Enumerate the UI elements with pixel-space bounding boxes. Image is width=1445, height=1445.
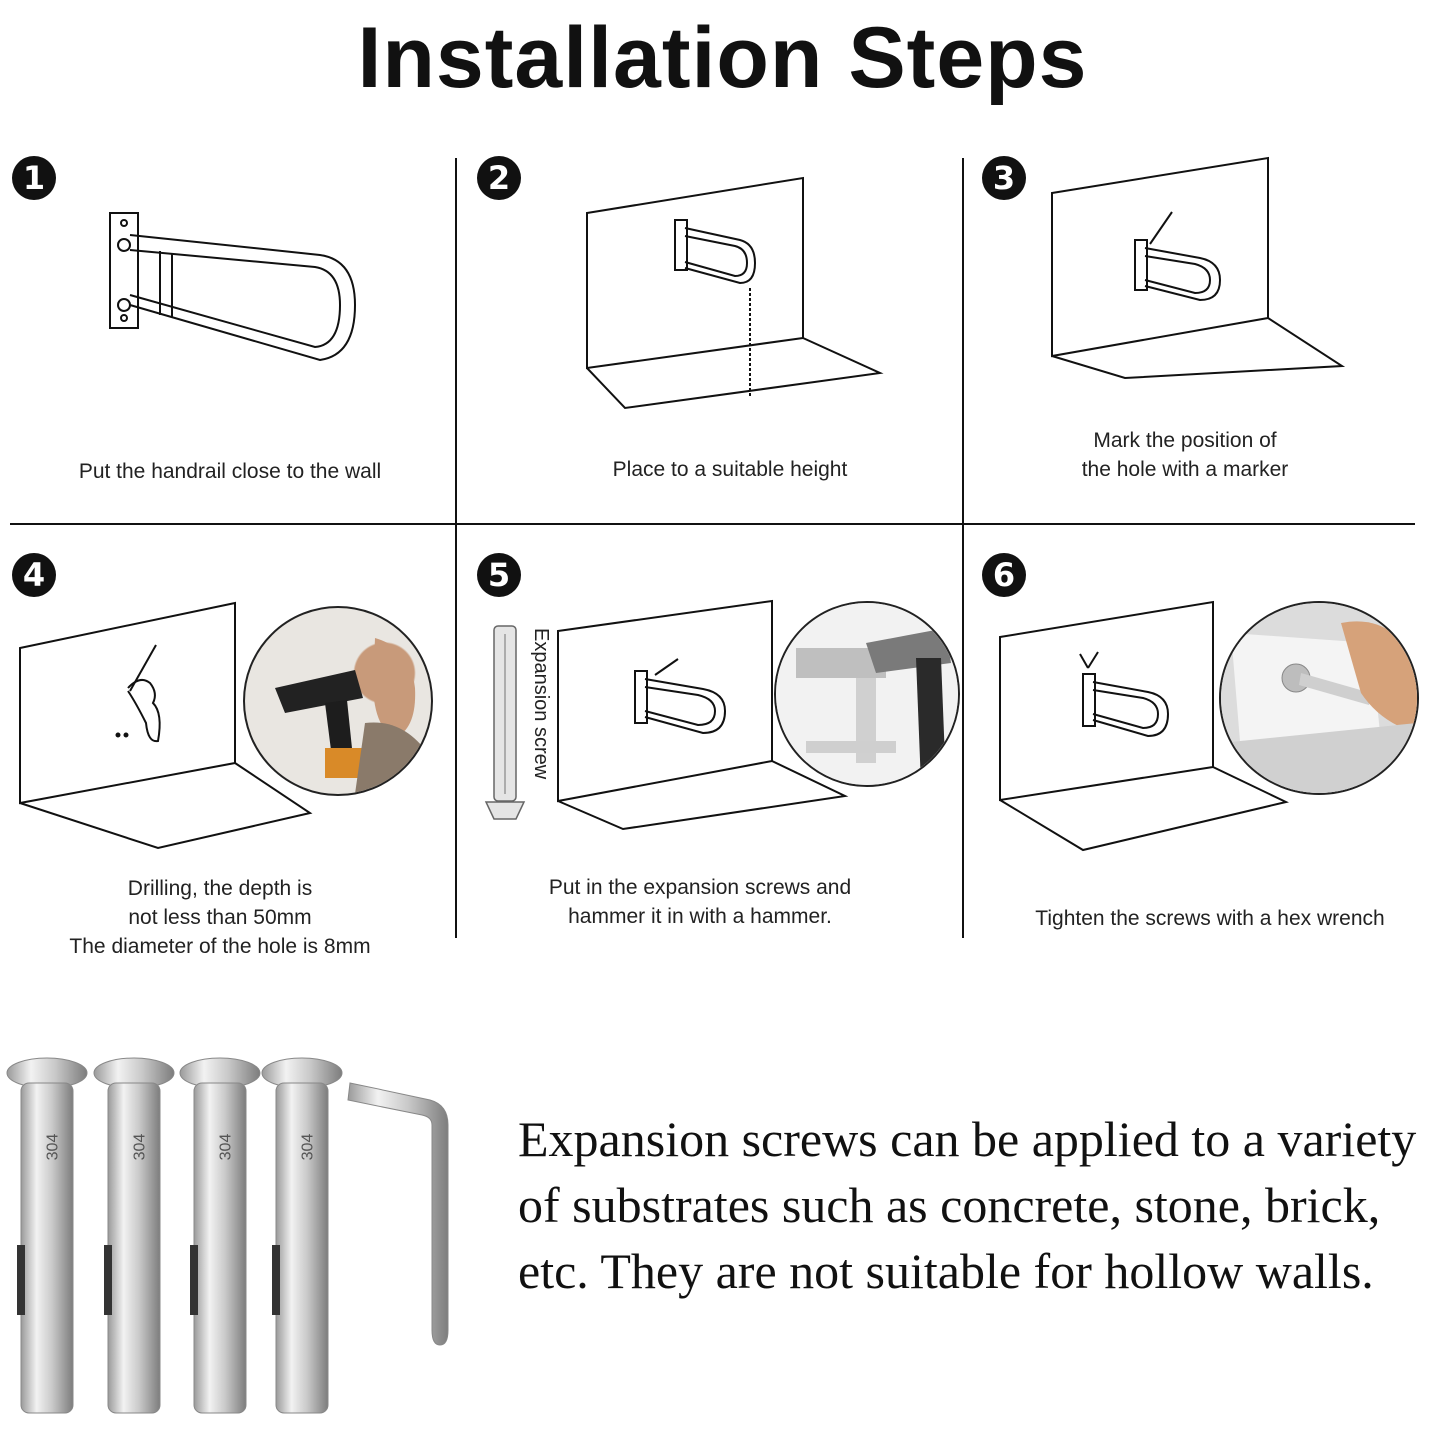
page-title: Installation Steps [357, 10, 1088, 106]
hammering-photo [774, 601, 960, 787]
expansion-screws-and-hex-wrench [0, 1055, 470, 1435]
screw-2 [94, 1058, 174, 1413]
step-2-wall-illustration [585, 178, 885, 408]
screw-marking-4: 304 [299, 1133, 317, 1161]
drilling-photo [243, 606, 433, 796]
step-3-caption: Mark the position of the hole with a marker [1081, 429, 1289, 481]
column-divider-2 [962, 158, 964, 938]
step-1-caption: Put the handrail close to the wall [78, 460, 382, 483]
column-divider-1 [455, 158, 457, 938]
step-1-handrail-illustration [100, 205, 370, 395]
screw-marking-2: 304 [131, 1133, 149, 1161]
expansion-screw-label: Expansion screw [530, 628, 552, 780]
step-4-number: 4 [12, 553, 56, 597]
expansion-screw-drawing [484, 624, 529, 824]
substrate-note: Expansion screws can be applied to a variety of substrates such as concrete, stone, brick, etc. They are not suitable for hollow walls. [518, 1111, 1417, 1299]
wrench-photo [1219, 601, 1419, 795]
step-5-caption: Put in the expansion screws and hammer it in with a hammer. [548, 876, 852, 928]
hex-wrench [348, 1083, 448, 1345]
step-4-caption: Drilling, the depth is not less than 50mm The diameter of the hole is 8mm [69, 877, 371, 958]
step-3-wall-illustration [1050, 158, 1350, 378]
screw-4 [262, 1058, 342, 1413]
step-6-number: 6 [982, 553, 1026, 597]
step-2-number: 2 [477, 156, 521, 200]
screw-3 [180, 1058, 260, 1413]
step-3-number: 3 [982, 156, 1026, 200]
screw-1 [7, 1058, 87, 1413]
step-2-caption: Place to a suitable height [612, 458, 848, 481]
screw-marking-3: 304 [217, 1133, 235, 1161]
screw-marking-1: 304 [44, 1133, 62, 1161]
step-1-number: 1 [12, 156, 56, 200]
row-divider [10, 523, 1415, 525]
step-6-caption: Tighten the screws with a hex wrench [1035, 907, 1385, 930]
step-5-number: 5 [477, 553, 521, 597]
